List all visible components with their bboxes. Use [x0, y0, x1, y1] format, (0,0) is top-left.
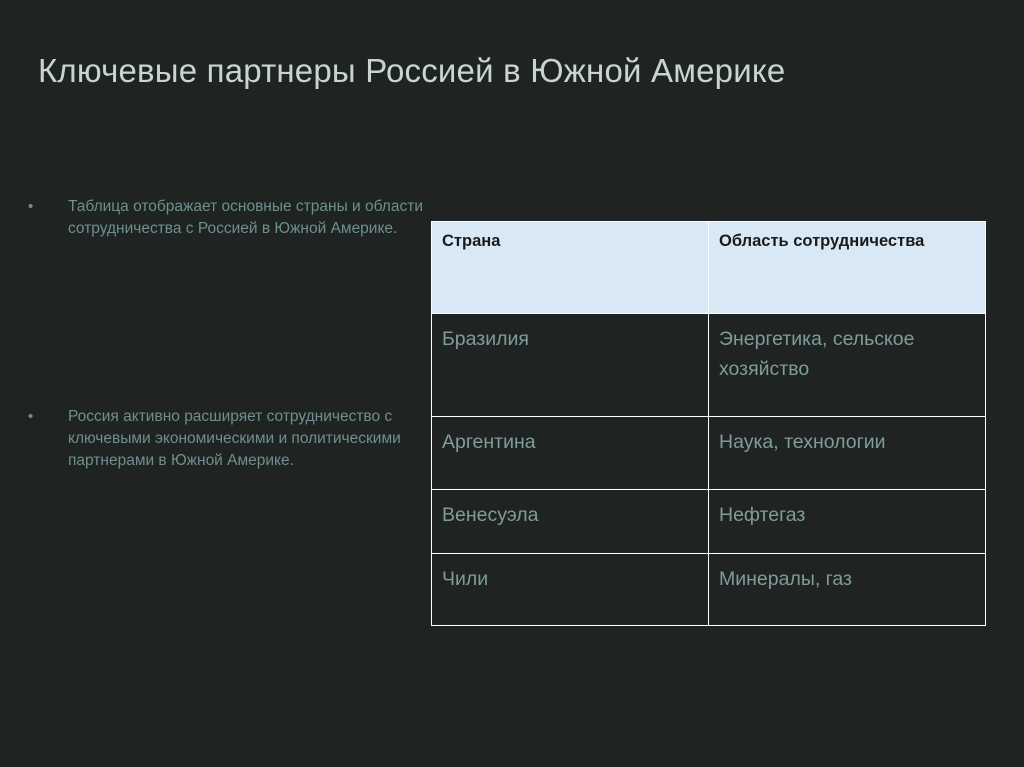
cooperation-table: [431, 221, 986, 626]
cell-country: Аргентина: [432, 417, 709, 490]
bullet-text: Таблица отображает основные страны и области сотрудничества с Россией в Южной Америке.: [68, 198, 423, 237]
table-row: [432, 417, 986, 490]
table-header-row: [432, 222, 986, 314]
cell-cooperation-area: Нефтегаз: [709, 490, 986, 554]
header-cooperation-area: Область сотрудничества: [709, 222, 986, 314]
table-row: [432, 490, 986, 554]
cell-cooperation-area: Минералы, газ: [709, 554, 986, 626]
table-row: [432, 314, 986, 417]
cell-cooperation-area: Наука, технологии: [709, 417, 986, 490]
cell-country: Венесуэла: [432, 490, 709, 554]
header-country: Страна: [432, 222, 709, 314]
bullet-item: [28, 406, 438, 472]
bullet-item: [28, 196, 438, 240]
bullet-marker: •: [28, 198, 34, 215]
slide-title: Ключевые партнеры Россией в Южной Америке: [38, 52, 786, 89]
table-row: [432, 554, 986, 626]
cell-country: Чили: [432, 554, 709, 626]
cell-cooperation-area: Энергетика, сельское хозяйство: [709, 314, 986, 417]
bullet-marker: •: [28, 408, 34, 425]
bullet-text: Россия активно расширяет сотрудничество с ключевыми экономическими и политическими партнерами в Южной Америке.: [68, 408, 401, 469]
cell-country: Бразилия: [432, 314, 709, 417]
